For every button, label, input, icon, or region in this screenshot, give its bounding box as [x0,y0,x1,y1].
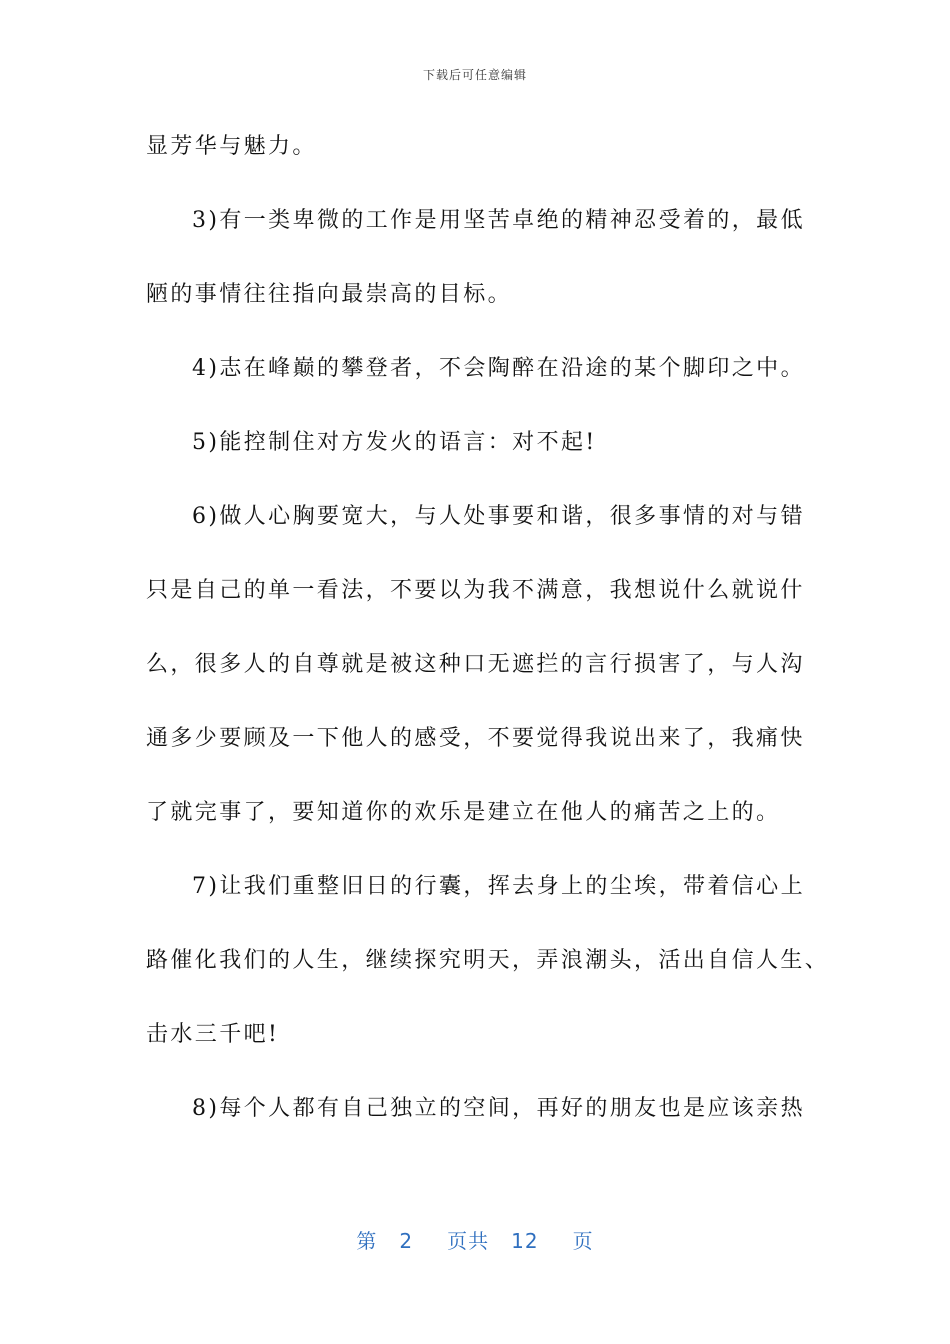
body-line: 只是自己的单一看法，不要以为我不满意，我想说什么就说什 [146,578,805,603]
footer-current-page: 2 [399,1229,414,1253]
body-line: 显芳华与魅力。 [146,134,317,159]
footer-total-pages: 12 [511,1229,539,1253]
footer-middle: 页共 [447,1229,490,1253]
body-line: 8)每个人都有自己独立的空间，再好的朋友也是应该亲热 [192,1096,805,1121]
body-line: 路催化我们的人生，继续探究明天，弄浪潮头，活出自信人生、 [146,948,830,973]
body-line: 了就完事了，要知道你的欢乐是建立在他人的痛苦之上的。 [146,800,781,825]
page-header: 下载后可任意编辑 [422,68,527,82]
body-line: 陋的事情往往指向最崇高的目标。 [146,282,513,307]
body-line: 击水三千吧! [146,1022,280,1047]
footer-suffix: 页 [572,1229,594,1253]
body-line: 么，很多人的自尊就是被这种口无遮拦的言行损害了，与人沟 [146,652,805,677]
footer-prefix: 第 [356,1229,378,1253]
body-line: 7)让我们重整旧日的行囊，挥去身上的尘埃，带着信心上 [192,874,805,899]
body-line: 6)做人心胸要宽大，与人处事要和谐，很多事情的对与错 [192,504,805,529]
body-line: 5)能控制住对方发火的语言：对不起! [192,430,597,455]
page-footer [0,1225,950,1254]
body-line: 3)有一类卑微的工作是用坚苦卓绝的精神忍受着的，最低 [192,208,805,233]
body-line: 4)志在峰巅的攀登者，不会陶醉在沿途的某个脚印之中。 [192,356,805,381]
body-line: 通多少要顾及一下他人的感受，不要觉得我说出来了，我痛快 [146,726,805,751]
